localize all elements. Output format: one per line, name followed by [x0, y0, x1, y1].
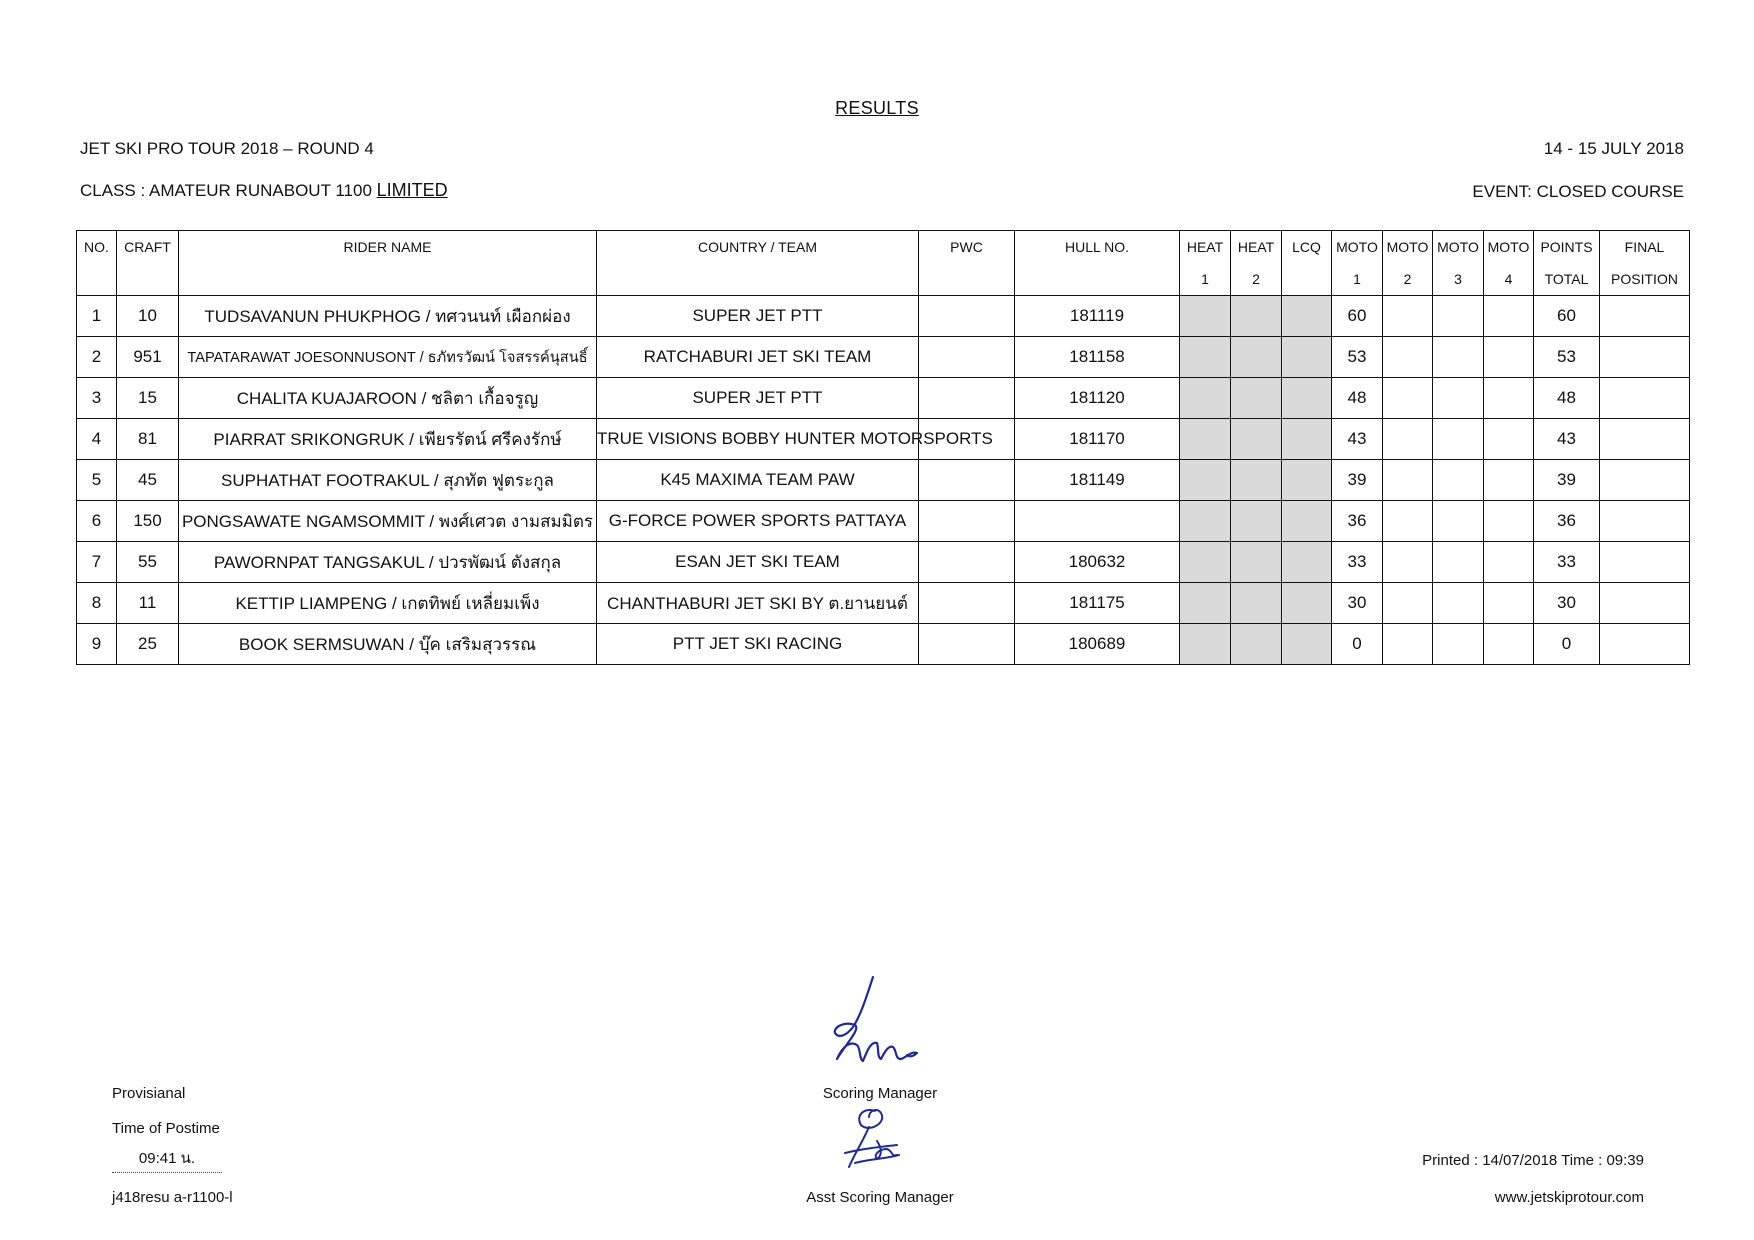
cell-hull-no [1015, 501, 1180, 542]
cell-heat-2 [1231, 296, 1282, 337]
table-row [77, 501, 1690, 542]
cell-team: CHANTHABURI JET SKI BY ต.ยานยนต์ [597, 583, 919, 624]
cell-moto-4 [1484, 337, 1534, 378]
col-craft-header [117, 231, 179, 296]
table-row [77, 419, 1690, 460]
cell-moto-3 [1433, 337, 1484, 378]
cell-pwc [919, 501, 1015, 542]
cell-moto-4 [1484, 378, 1534, 419]
cell-moto-1: 60 [1332, 296, 1383, 337]
cell-rider-name: PIARRAT SRIKONGRUK / เพียรรัตน์ ศรีคงรักษ์ [179, 419, 597, 460]
cell-hull-no: 180689 [1015, 624, 1180, 665]
col-heat-2-header [1231, 231, 1282, 296]
postime-label: Time of Postime [112, 1120, 220, 1137]
header-sublabel: 1 [1353, 271, 1361, 287]
header-sublabel: 4 [1504, 271, 1513, 287]
cell-heat-2 [1231, 419, 1282, 460]
cell-craft: 15 [117, 378, 179, 419]
header-sublabel: 3 [1454, 271, 1462, 287]
cell-lcq [1282, 296, 1332, 337]
cell-no: 7 [77, 542, 117, 583]
cell-moto-3 [1433, 419, 1484, 460]
event-type: EVENT: CLOSED COURSE [1472, 182, 1684, 201]
cell-no: 9 [77, 624, 117, 665]
cell-pwc [919, 583, 1015, 624]
cell-craft: 81 [117, 419, 179, 460]
cell-moto-2 [1383, 501, 1433, 542]
header-sublabel: 2 [1252, 271, 1260, 287]
table-row [77, 542, 1690, 583]
cell-hull-no: 181158 [1015, 337, 1180, 378]
cell-moto-3 [1433, 296, 1484, 337]
header-label: CRAFT [124, 239, 171, 255]
cell-moto-3 [1433, 583, 1484, 624]
cell-heat-1 [1180, 378, 1231, 419]
cell-no: 1 [77, 296, 117, 337]
table-row [77, 296, 1690, 337]
col-lcq-header [1282, 231, 1332, 296]
cell-moto-4 [1484, 583, 1534, 624]
header-sublabel [179, 263, 596, 295]
printed-timestamp: Printed : 14/07/2018 Time : 09:39 [1422, 1152, 1644, 1169]
header-row [77, 231, 1690, 296]
cell-team: TRUE VISIONS BOBBY HUNTER MOTORSPORTS [597, 419, 919, 460]
col-heat-1-header [1180, 231, 1231, 296]
results-table [76, 230, 1690, 665]
cell-hull-no: 181175 [1015, 583, 1180, 624]
header-label: RIDER NAME [343, 239, 432, 255]
col-moto-3-header [1433, 231, 1484, 296]
cell-craft: 45 [117, 460, 179, 501]
cell-moto-3 [1433, 624, 1484, 665]
col-final-position-header [1600, 231, 1690, 296]
cell-moto-2 [1383, 296, 1433, 337]
cell-moto-2 [1383, 337, 1433, 378]
cell-final-position [1600, 624, 1690, 665]
cell-moto-3 [1433, 378, 1484, 419]
cell-heat-2 [1231, 624, 1282, 665]
col-moto-2-header [1383, 231, 1433, 296]
header-label: COUNTRY / TEAM [697, 239, 818, 255]
header-sublabel [597, 263, 918, 295]
cell-moto-2 [1383, 542, 1433, 583]
cell-moto-2 [1383, 460, 1433, 501]
table-row [77, 624, 1690, 665]
cell-rider-name: BOOK SERMSUWAN / บุ๊ค เสริมสุวรรณ [179, 624, 597, 665]
cell-points-total: 30 [1534, 583, 1600, 624]
cell-heat-2 [1231, 501, 1282, 542]
cell-points-total: 43 [1534, 419, 1600, 460]
cell-hull-no: 181120 [1015, 378, 1180, 419]
table-row [77, 583, 1690, 624]
cell-heat-1 [1180, 501, 1231, 542]
cell-lcq [1282, 378, 1332, 419]
cell-moto-1: 33 [1332, 542, 1383, 583]
header-label: FINAL [1624, 239, 1665, 255]
cell-no: 8 [77, 583, 117, 624]
cell-moto-1: 36 [1332, 501, 1383, 542]
cell-final-position [1600, 583, 1690, 624]
header-sublabel: 2 [1403, 271, 1412, 287]
cell-heat-1 [1180, 542, 1231, 583]
cell-moto-2 [1383, 583, 1433, 624]
cell-heat-1 [1180, 419, 1231, 460]
cell-hull-no: 180632 [1015, 542, 1180, 583]
cell-rider-name: PONGSAWATE NGAMSOMMIT / พงศ์เศวต งามสมมิตร [179, 501, 597, 542]
cell-team: RATCHABURI JET SKI TEAM [597, 337, 919, 378]
cell-final-position [1600, 460, 1690, 501]
cell-points-total: 39 [1534, 460, 1600, 501]
cell-pwc [919, 378, 1015, 419]
cell-heat-1 [1180, 583, 1231, 624]
header-sublabel: 1 [1201, 271, 1209, 287]
cell-craft: 11 [117, 583, 179, 624]
cell-heat-2 [1231, 583, 1282, 624]
cell-moto-1: 30 [1332, 583, 1383, 624]
cell-moto-2 [1383, 624, 1433, 665]
cell-heat-1 [1180, 296, 1231, 337]
header-label: LCQ [1292, 239, 1321, 255]
document-code: j418resu a-r1100-l [112, 1189, 233, 1206]
cell-no: 4 [77, 419, 117, 460]
cell-no: 3 [77, 378, 117, 419]
class-line [80, 180, 448, 201]
cell-hull-no: 181149 [1015, 460, 1180, 501]
cell-team: SUPER JET PTT [597, 296, 919, 337]
cell-points-total: 60 [1534, 296, 1600, 337]
col-country-team-header [597, 231, 919, 296]
cell-final-position [1600, 378, 1690, 419]
col-moto-1-header [1332, 231, 1383, 296]
cell-moto-4 [1484, 542, 1534, 583]
cell-heat-2 [1231, 337, 1282, 378]
cell-lcq [1282, 501, 1332, 542]
cell-moto-2 [1383, 419, 1433, 460]
cell-pwc [919, 337, 1015, 378]
cell-heat-1 [1180, 460, 1231, 501]
col-hull-no-header [1015, 231, 1180, 296]
cell-points-total: 53 [1534, 337, 1600, 378]
cell-moto-1: 0 [1332, 624, 1383, 665]
header-label: POINTS [1540, 239, 1593, 255]
cell-hull-no: 181170 [1015, 419, 1180, 460]
asst-scoring-manager-label: Asst Scoring Manager [806, 1189, 954, 1206]
cell-moto-4 [1484, 419, 1534, 460]
cell-moto-2 [1383, 378, 1433, 419]
cell-rider-name: TAPATARAWAT JOESONNUSONT / ธภัทรวัฒน์ โจสรรค์นุสนธิ์ [179, 337, 597, 378]
cell-final-position [1600, 501, 1690, 542]
cell-moto-1: 53 [1332, 337, 1383, 378]
scoring-manager-signature [815, 975, 925, 1070]
cell-rider-name: SUPHATHAT FOOTRAKUL / สุภทัต ฟูตระกูล [179, 460, 597, 501]
cell-moto-1: 43 [1332, 419, 1383, 460]
header-label: MOTO [1336, 239, 1378, 255]
provisional-label: Provisianal [112, 1085, 186, 1102]
cell-team: G-FORCE POWER SPORTS PATTAYA [597, 501, 919, 542]
cell-heat-2 [1231, 378, 1282, 419]
cell-moto-4 [1484, 296, 1534, 337]
col-no-header [77, 231, 117, 296]
cell-hull-no: 181119 [1015, 296, 1180, 337]
cell-craft: 10 [117, 296, 179, 337]
cell-points-total: 33 [1534, 542, 1600, 583]
table-row [77, 460, 1690, 501]
cell-moto-4 [1484, 460, 1534, 501]
cell-points-total: 36 [1534, 501, 1600, 542]
cell-rider-name: KETTIP LIAMPENG / เกตทิพย์ เหลี่ยมเพ็ง [179, 583, 597, 624]
cell-team: SUPER JET PTT [597, 378, 919, 419]
cell-moto-1: 48 [1332, 378, 1383, 419]
header-sublabel [117, 263, 178, 295]
header-sublabel: POSITION [1611, 271, 1678, 287]
scoring-manager-label: Scoring Manager [822, 1085, 938, 1102]
cell-craft: 55 [117, 542, 179, 583]
cell-moto-4 [1484, 624, 1534, 665]
cell-final-position [1600, 419, 1690, 460]
col-rider-name-header [179, 231, 597, 296]
cell-heat-1 [1180, 624, 1231, 665]
cell-lcq [1282, 419, 1332, 460]
cell-final-position [1600, 542, 1690, 583]
header-label: HULL NO. [1064, 239, 1130, 255]
cell-lcq [1282, 583, 1332, 624]
header-label: PWC [950, 239, 983, 255]
cell-final-position [1600, 296, 1690, 337]
cell-moto-3 [1433, 460, 1484, 501]
header-label: HEAT [1186, 239, 1224, 255]
header-sublabel [1015, 263, 1179, 295]
cell-pwc [919, 624, 1015, 665]
cell-heat-2 [1231, 542, 1282, 583]
cell-moto-1: 39 [1332, 460, 1383, 501]
class-prefix: CLASS : AMATEUR RUNABOUT 1100 [80, 181, 377, 200]
header-sublabel [1282, 263, 1331, 295]
cell-team: PTT JET SKI RACING [597, 624, 919, 665]
cell-moto-3 [1433, 542, 1484, 583]
cell-lcq [1282, 624, 1332, 665]
cell-craft: 25 [117, 624, 179, 665]
cell-pwc [919, 296, 1015, 337]
cell-no: 6 [77, 501, 117, 542]
asst-scoring-manager-signature [825, 1105, 920, 1180]
header-label: MOTO [1386, 239, 1429, 255]
header-sublabel: TOTAL [1544, 271, 1589, 287]
results-body [77, 296, 1690, 665]
col-moto-4-header [1484, 231, 1534, 296]
cell-craft: 951 [117, 337, 179, 378]
page-title: RESULTS [835, 98, 919, 118]
cell-heat-2 [1231, 460, 1282, 501]
cell-lcq [1282, 460, 1332, 501]
event-dates: 14 - 15 JULY 2018 [1543, 139, 1684, 158]
cell-heat-1 [1180, 337, 1231, 378]
cell-lcq [1282, 337, 1332, 378]
cell-points-total: 48 [1534, 378, 1600, 419]
cell-final-position [1600, 337, 1690, 378]
col-pwc-header [919, 231, 1015, 296]
cell-team: K45 MAXIMA TEAM PAW [597, 460, 919, 501]
cell-no: 5 [77, 460, 117, 501]
cell-moto-4 [1484, 501, 1534, 542]
table-row [77, 378, 1690, 419]
class-limited: LIMITED [376, 180, 448, 200]
cell-craft: 150 [117, 501, 179, 542]
header-label: MOTO [1437, 239, 1479, 255]
event-title: JET SKI PRO TOUR 2018 – ROUND 4 [80, 139, 374, 158]
header-label: NO. [84, 239, 109, 255]
header-label: HEAT [1237, 239, 1275, 255]
website-link[interactable]: www.jetskiprotour.com [1494, 1189, 1644, 1206]
cell-no: 2 [77, 337, 117, 378]
cell-rider-name: PAWORNPAT TANGSAKUL / ปวรพัฒน์ ตังสกุล [179, 542, 597, 583]
cell-points-total: 0 [1534, 624, 1600, 665]
postime-value: 09:41 น. [112, 1146, 222, 1173]
table-row [77, 337, 1690, 378]
cell-rider-name: CHALITA KUAJAROON / ชลิตา เกื้อจรูญ [179, 378, 597, 419]
cell-moto-3 [1433, 501, 1484, 542]
cell-team: ESAN JET SKI TEAM [597, 542, 919, 583]
cell-rider-name: TUDSAVANUN PHUKPHOG / ทศวนนท์ เผือกผ่อง [179, 296, 597, 337]
cell-pwc [919, 542, 1015, 583]
col-points-total-header [1534, 231, 1600, 296]
header-label: MOTO [1487, 239, 1530, 255]
header-sublabel [77, 263, 116, 295]
cell-lcq [1282, 542, 1332, 583]
header-sublabel [919, 263, 1014, 295]
cell-pwc [919, 460, 1015, 501]
